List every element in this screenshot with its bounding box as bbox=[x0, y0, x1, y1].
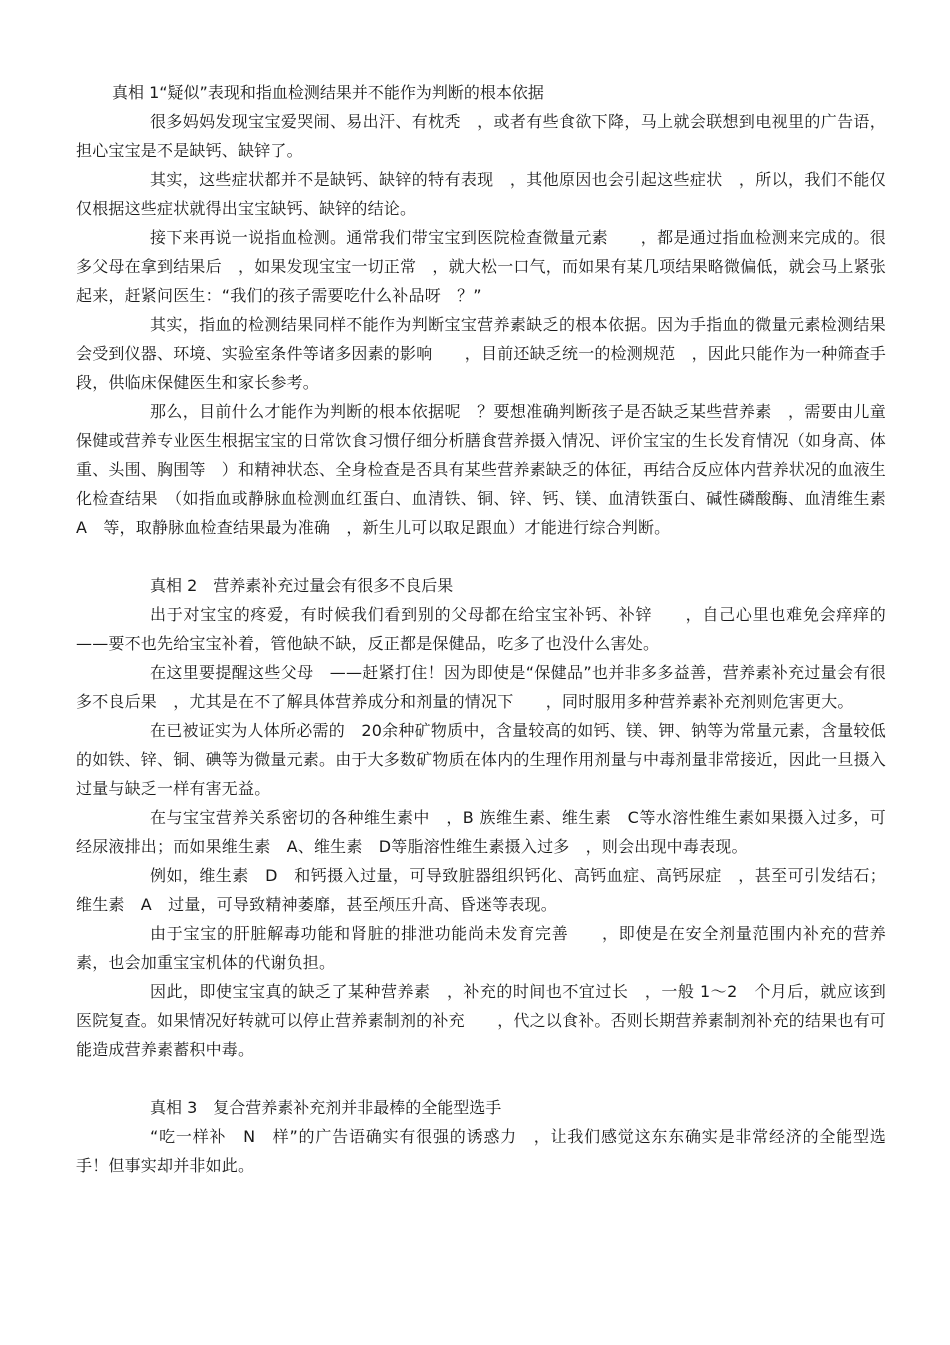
section-2-paragraph-7: 因此，即使宝宝真的缺乏了某种营养素 ，补充的时间也不宜过长 ，一般 1～2 个月后，就应该到医院复查。如果情况好转就可以停止营养素制剂的补充 ，代之以食补。否则长期营养素制剂补充的结果也有可能造成营养素蓄积中毒。 bbox=[76, 982, 887, 1059]
section-1-paragraph-1: 很多妈妈发现宝宝爱哭闹、易出汗、有枕秃 ，或者有些食欲下降，马上就会联想到电视里的广告语，担心宝宝是不是缺钙、缺锌了。 bbox=[76, 112, 886, 160]
section-1-paragraph-3: 接下来再说一说指血检测。通常我们带宝宝到医院检查微量元素 ，都是通过指血检测来完成的。很多父母在拿到结果后 ，如果发现宝宝一切正常 ，就大松一口气，而如果有某几项结果略微偏低，就会马上紧张起来，赶紧问医生：“我们的孩子需要吃什么补品呀 ？” bbox=[76, 228, 887, 305]
section-2-paragraph-4: 在与宝宝营养关系密切的各种维生素中 ，B 族维生素、维生素 C等水溶性维生素如果摄入过多，可经尿液排出；而如果维生素 A、维生素 D等脂溶性维生素摄入过多 ，则会出现中毒表现。 bbox=[76, 808, 886, 856]
section-1-title: 真相 1“疑似”表现和指血检测结果并不能作为判断的根本依据 bbox=[112, 83, 544, 102]
section-spacer bbox=[76, 542, 886, 571]
section-3-paragraph-1: “吃一样补 N 样”的广告语确实有很强的诱惑力 ，让我们感觉这东东确实是非常经济的全能型选手！但事实却并非如此。 bbox=[76, 1127, 886, 1175]
section-2-paragraph-1: 出于对宝宝的疼爱，有时候我们看到别的父母都在给宝宝补钙、补锌 ，自己心里也难免会痒痒的——要不也先给宝宝补着，管他缺不缺，反正都是保健品，吃多了也没什么害处。 bbox=[76, 605, 886, 653]
section-1-paragraph-2: 其实，这些症状都并不是缺钙、缺锌的特有表现 ，其他原因也会引起这些症状 ，所以，我们不能仅仅根据这些症状就得出宝宝缺钙、缺锌的结论。 bbox=[76, 170, 886, 218]
section-2-paragraph-5: 例如，维生素 D 和钙摄入过量，可导致脏器组织钙化、高钙血症、高钙尿症 ，甚至可引发结石；维生素 A 过量，可导致精神萎靡，甚至颅压升高、昏迷等表现。 bbox=[76, 866, 886, 914]
section-2-title: 真相 2 营养素补充过量会有很多不良后果 bbox=[150, 576, 454, 595]
document-page bbox=[76, 78, 903, 1180]
section-2-paragraph-3: 在已被证实为人体所必需的 20余种矿物质中，含量较高的如钙、镁、钾、钠等为常量元素，含量较低的如铁、锌、铜、碘等为微量元素。由于大多数矿物质在体内的生理作用剂量与中毒剂量非常接近，因此一旦摄入过量与缺乏一样有害无益。 bbox=[76, 721, 887, 798]
section-spacer bbox=[76, 1064, 886, 1093]
section-2-paragraph-6: 由于宝宝的肝脏解毒功能和肾脏的排泄功能尚未发育完善 ，即使是在安全剂量范围内补充的营养素，也会加重宝宝机体的代谢负担。 bbox=[76, 924, 886, 972]
section-2-paragraph-2: 在这里要提醒这些父母 ——赶紧打住！因为即使是“保健品”也并非多多益善，营养素补充过量会有很多不良后果 ，尤其是在不了解具体营养成分和剂量的情况下 ，同时服用多种营养素补充剂则危害更大。 bbox=[76, 663, 886, 711]
section-1-paragraph-4: 其实，指血的检测结果同样不能作为判断宝宝营养素缺乏的根本依据。因为手指血的微量元素检测结果会受到仪器、环境、实验室条件等诸多因素的影响 ，目前还缺乏统一的检测规范 ，因此只能作为一种筛查手段，供临床保健医生和家长参考。 bbox=[76, 315, 887, 392]
section-1-paragraph-5: 那么，目前什么才能作为判断的根本依据呢 ？要想准确判断孩子是否缺乏某些营养素 ，需要由儿童保健或营养专业医生根据宝宝的日常饮食习惯仔细分析膳食营养摄入情况、评价宝宝的生长发育情况（如身高、体重、头围、胸围等 ）和精神状态、全身检查是否具有某些营养素缺乏的体征，再结合反应体内营养状况的血液生化检查结果 （如指血或静脉血检测血红蛋白、血清铁、铜、锌、钙、镁、血清铁蛋白、碱性磷酸酶、血清维生素 A 等，取静脉血检查结果最为准确 ，新生儿可以取足跟血）才能进行综合判断。 bbox=[76, 402, 903, 537]
section-3-title: 真相 3 复合营养素补充剂并非最棒的全能型选手 bbox=[150, 1098, 502, 1117]
